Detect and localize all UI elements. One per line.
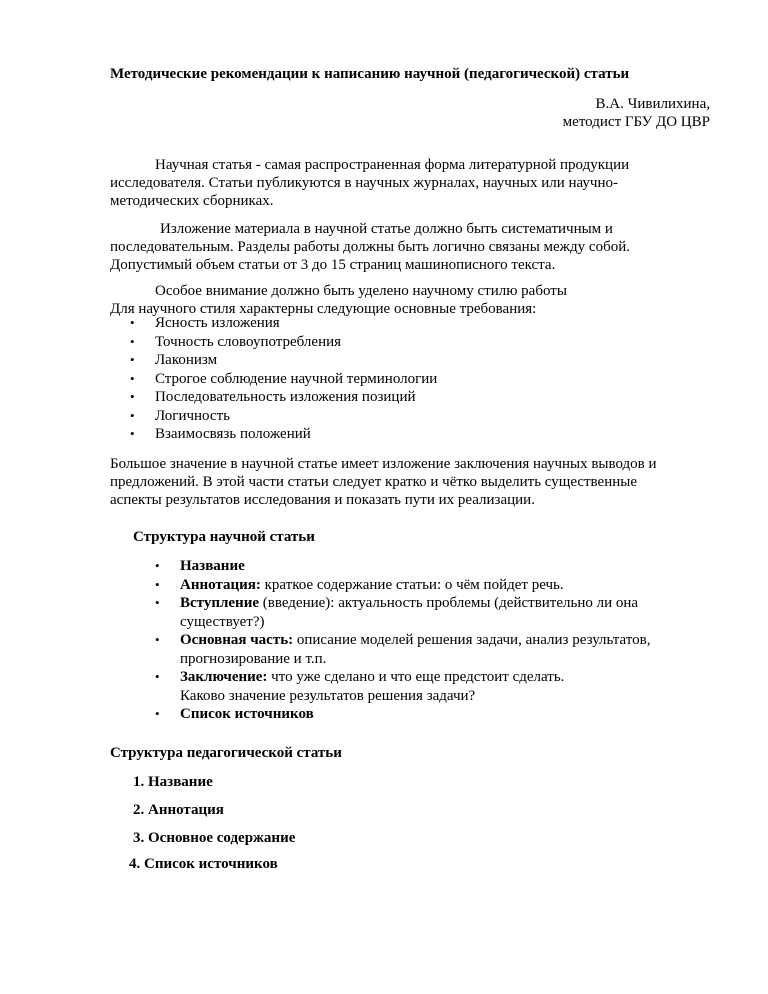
paragraph-line: Для научного стиля характерны следующие основные требования: — [110, 301, 537, 317]
paragraph-line: Изложение материала в научной статье должно быть систематичным и — [160, 221, 613, 237]
list-item — [155, 631, 651, 668]
pedagogical-item-content: 3. Основное содержание — [133, 830, 296, 846]
item-term: Аннотация: — [180, 576, 261, 593]
paragraph-line: последовательным. Разделы работы должны быть логично связаны между собой. — [110, 239, 630, 255]
list-item — [130, 425, 437, 444]
requirement-text: Лаконизм — [155, 352, 218, 368]
list-item — [130, 351, 437, 370]
requirement-text: Взаимосвязь положений — [155, 426, 311, 442]
paragraph-intro — [110, 156, 710, 210]
paragraph-line: Особое внимание должно быть уделено научному стилю работы — [155, 283, 567, 299]
bullet-icon: • — [155, 558, 160, 573]
list-item — [130, 370, 438, 389]
item-continuation: прогнозирование и т.п. — [180, 650, 327, 667]
bullet-icon: • — [155, 669, 160, 684]
item-text: краткое содержание статьи: о чём пойдет речь. — [260, 576, 564, 593]
bullet-icon: • — [130, 370, 135, 386]
requirement-text: Точность словоупотребления — [155, 333, 342, 350]
requirement-text: Логичность — [155, 407, 230, 424]
item-continuation: Каково значение результатов решения задачи? — [180, 687, 476, 704]
requirement-text: Последовательность изложения позиций — [155, 389, 416, 405]
pedagogical-item-annotation: 2. Аннотация — [133, 802, 224, 818]
paragraph-line: предложений. В этой части статьи следует кратко и чётко выделить существенные — [110, 474, 637, 490]
paragraph-line: Допустимый объем статьи от 3 до 15 страниц машинописного текста. — [110, 257, 556, 273]
item-term: Список источников — [180, 706, 314, 722]
author-position: методист ГБУ ДО ЦВР — [562, 114, 710, 130]
bullet-icon: • — [155, 706, 160, 721]
paragraph-presentation — [110, 220, 710, 274]
item-continuation: существует?) — [180, 613, 265, 630]
list-item — [155, 705, 650, 724]
list-item — [155, 576, 650, 595]
pedagogical-structure-heading: Структура педагогической статьи — [110, 745, 342, 761]
bullet-icon: • — [130, 352, 135, 367]
paragraph-line: методических сборниках. — [110, 193, 274, 209]
list-item — [155, 594, 650, 631]
list-item — [130, 314, 437, 333]
item-text: что уже сделано и что еще предстоит сделать. — [267, 669, 565, 685]
paragraph-line: аспекты результатов исследования и показать пути их реализации. — [110, 492, 535, 508]
bullet-icon: • — [155, 632, 160, 647]
bullet-icon: • — [130, 389, 135, 404]
item-text: описание моделей решения задачи, анализ результатов, — [293, 632, 651, 648]
item-text: (введение): актуальность проблемы (действительно ли она — [259, 595, 639, 611]
document-title: Методические рекомендации к написанию научной (педагогической) статьи — [110, 66, 630, 82]
bullet-icon: • — [130, 333, 135, 349]
author-name: В.А. Чивилихина, — [595, 96, 710, 112]
paragraph-line: Большое значение в научной статье имеет изложение заключения научных выводов и — [110, 456, 657, 472]
bullet-icon: • — [130, 407, 135, 423]
bullet-icon: • — [155, 576, 160, 592]
scientific-structure-list — [155, 557, 651, 724]
item-term: Заключение: — [180, 669, 268, 685]
scientific-structure-heading: Структура научной статьи — [133, 529, 315, 545]
bullet-icon: • — [155, 595, 160, 610]
paragraph-style — [110, 282, 710, 318]
paragraph-conclusion — [110, 455, 710, 509]
bullet-icon: • — [130, 426, 135, 441]
list-item — [155, 557, 650, 576]
bullet-icon: • — [130, 315, 135, 330]
pedagogical-item-sources: 4. Список источников — [129, 856, 278, 872]
item-term: Основная часть: — [180, 632, 294, 648]
pedagogical-item-name: 1. Название — [133, 774, 213, 790]
list-item — [130, 333, 437, 352]
item-term: Название — [180, 558, 245, 574]
paragraph-line: Научная статья - самая распространенная форма литературной продукции — [155, 157, 630, 173]
list-item — [130, 407, 437, 426]
paragraph-line: исследователя. Статьи публикуются в научных журналах, научных или научно- — [110, 175, 618, 191]
list-item — [155, 668, 650, 705]
list-item — [130, 388, 437, 407]
requirement-text: Строгое соблюдение научной терминологии — [155, 370, 438, 387]
item-term: Вступление — [180, 595, 259, 611]
requirements-list — [130, 314, 438, 444]
requirement-text: Ясность изложения — [155, 315, 280, 331]
